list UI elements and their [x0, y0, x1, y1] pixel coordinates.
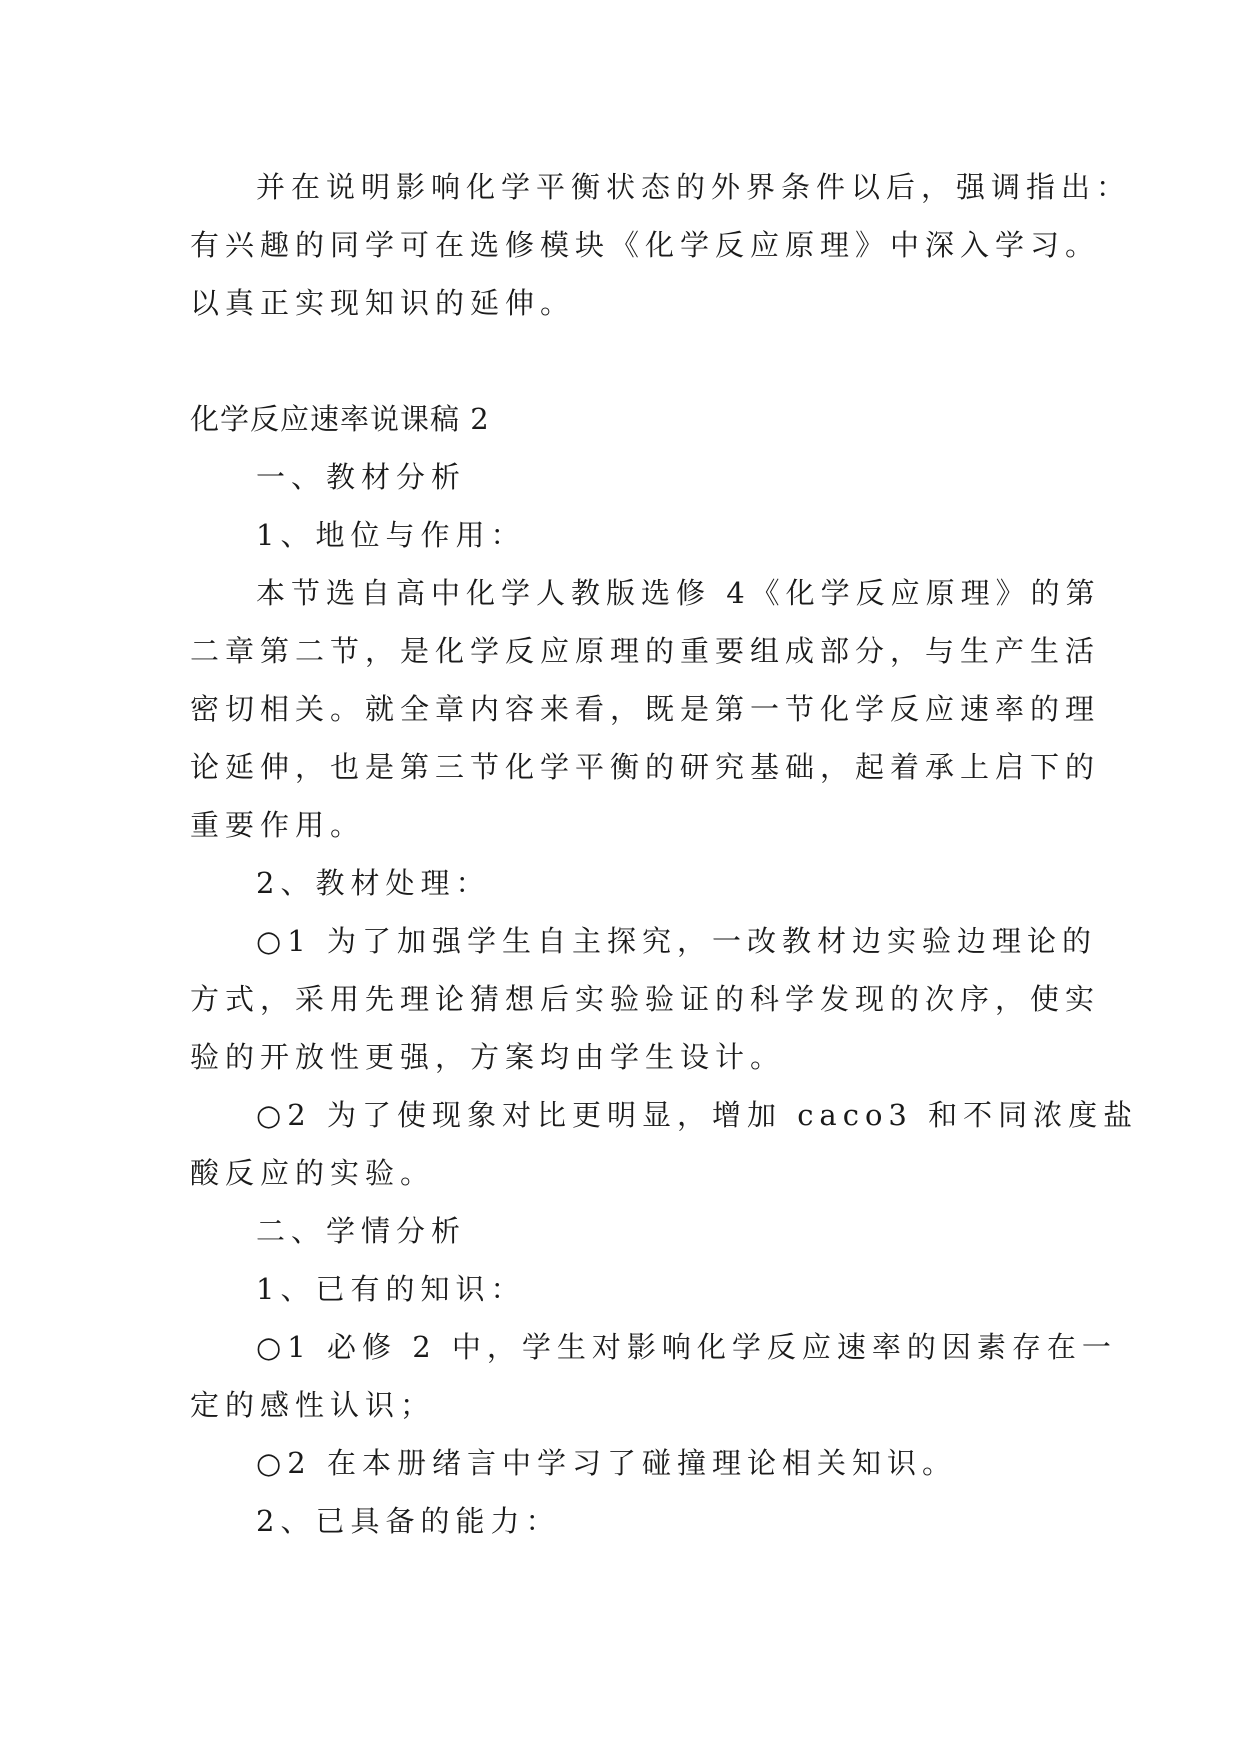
paragraph-line: ○1 必修 2 中，学生对影响化学反应速率的因素存在一 — [256, 1330, 1117, 1364]
section-title: 化学反应速率说课稿 2 — [190, 402, 490, 436]
paragraph-line: 有兴趣的同学可在选修模块《化学反应原理》中深入学习。 — [190, 228, 1101, 262]
paragraph-line: 重要作用。 — [190, 808, 366, 842]
paragraph-line: 密切相关。就全章内容来看，既是第一节化学反应速率的理 — [190, 692, 1101, 726]
paragraph-line: ○2 在本册绪言中学习了碰撞理论相关知识。 — [256, 1446, 957, 1480]
heading-textbook-analysis: 一、教材分析 — [256, 460, 467, 494]
paragraph-line: 方式，采用先理论猜想后实验验证的科学发现的次序，使实 — [190, 982, 1101, 1016]
paragraph-line: 并在说明影响化学平衡状态的外界条件以后，强调指出： — [256, 170, 1132, 204]
heading-learner-analysis: 二、学情分析 — [256, 1214, 467, 1248]
paragraph-line: 本节选自高中化学人教版选修 4《化学反应原理》的第 — [256, 576, 1101, 610]
paragraph-line: 验的开放性更强，方案均由学生设计。 — [190, 1040, 786, 1074]
subheading-existing-abilities: 2、已具备的能力： — [256, 1504, 561, 1538]
paragraph-line: 二章第二节，是化学反应原理的重要组成部分，与生产生活 — [190, 634, 1101, 668]
paragraph-line: 以真正实现知识的延伸。 — [190, 286, 576, 320]
paragraph-line: 定的感性认识； — [190, 1388, 436, 1422]
paragraph-line: 酸反应的实验。 — [190, 1156, 436, 1190]
subheading-existing-knowledge: 1、已有的知识： — [256, 1272, 526, 1306]
paragraph-line: 论延伸，也是第三节化学平衡的研究基础，起着承上启下的 — [190, 750, 1101, 784]
subheading-textbook-handling: 2、教材处理： — [256, 866, 491, 900]
paragraph-line: ○2 为了使现象对比更明显，增加 caco3 和不同浓度盐 — [256, 1098, 1139, 1132]
subheading-position-role: 1、地位与作用： — [256, 518, 526, 552]
paragraph-line: ○1 为了加强学生自主探究，一改教材边实验边理论的 — [256, 924, 1097, 958]
